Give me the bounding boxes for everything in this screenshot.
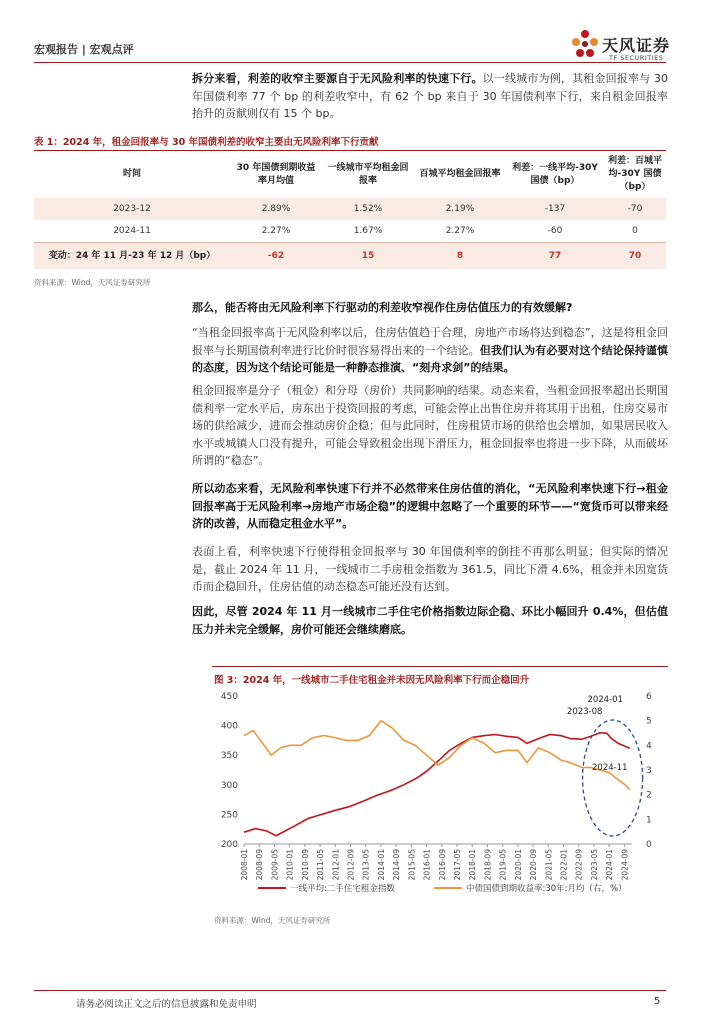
y-left-tick-label: 350 — [220, 751, 238, 762]
x-tick-label: 2018-09 — [483, 849, 493, 881]
table-cell: 2.89% — [230, 198, 322, 220]
x-tick-label: 2024-09 — [620, 849, 630, 881]
y-right-tick-label: 1 — [646, 815, 652, 826]
table-cell: 2024-11 — [113, 226, 151, 236]
legend-label-2: 中债国债到期收益率:30年:月均（右，%） — [466, 884, 627, 894]
table-row — [34, 220, 666, 243]
chart-annotation: 2024-01 — [587, 695, 623, 705]
col-header: 利差：百城平均-30Y 国债（bp） — [604, 151, 666, 199]
footer-rule — [34, 990, 666, 991]
x-tick-label: 2011-05 — [316, 849, 326, 881]
table-row — [34, 198, 666, 220]
page-number: 5 — [654, 996, 661, 1007]
paragraph-1 — [192, 70, 668, 123]
highlight-ellipse — [583, 720, 643, 836]
table-cell: 2.27% — [261, 226, 291, 236]
series-line-2 — [244, 721, 630, 790]
x-tick-label: 2009-05 — [270, 849, 280, 881]
x-tick-label: 2013-05 — [361, 849, 371, 881]
col-header: 30 年国债到期收益率月均值 — [230, 151, 322, 199]
table-cell: 70 — [604, 243, 666, 270]
paragraph-5-lead: 所以动态来看，无风险利率快速下行并不必然带来住房估值的消化，“无风险利率快速下行→租金回报率高于无风险利率→房地产市场企稳”的逻辑中忽略了一个重要的环节——“宽货币可以带来经济的改善，从而稳定租金水平”。 — [192, 482, 668, 530]
y-left-tick-label: 450 — [220, 692, 238, 702]
x-tick-label: 2022-01 — [559, 849, 569, 881]
y-right-tick-label: 0 — [646, 840, 652, 850]
paragraph-2-lead: 那么，能否将由无风险利率下行驱动的利差收窄视作住房估值压力的有效缓解? — [192, 301, 573, 314]
paragraph-7 — [192, 603, 668, 638]
paragraph-5 — [192, 480, 668, 533]
series-line-1 — [244, 733, 630, 836]
chart-annotation: 2023-08 — [566, 707, 603, 717]
y-right-tick-label: 5 — [646, 716, 652, 727]
table-cell: 2.27% — [445, 226, 475, 236]
x-tick-label: 2015-05 — [407, 849, 417, 881]
table-cell: 0 — [632, 226, 638, 236]
x-tick-label: 2014-01 — [376, 849, 386, 881]
table-source: 资料来源：Wind，天风证券研究所 — [34, 278, 151, 287]
col-header: 百城平均租金回报率 — [414, 151, 506, 199]
x-tick-label: 2012-01 — [331, 849, 341, 881]
x-tick-label: 2022-09 — [574, 849, 584, 881]
report-section-label: 宏观报告 | 宏观点评 — [34, 43, 134, 56]
y-left-tick-label: 300 — [220, 780, 238, 791]
table-cell: 15 — [322, 243, 414, 270]
paragraph-3 — [192, 324, 668, 377]
x-tick-label: 2016-01 — [422, 849, 432, 881]
logo-icon — [568, 28, 602, 62]
x-tick-label: 2008-01 — [240, 849, 249, 881]
x-tick-label: 2017-05 — [453, 849, 463, 881]
table-cell: -62 — [230, 243, 322, 270]
x-tick-label: 2010-09 — [300, 849, 310, 881]
x-tick-label: 2020-09 — [529, 849, 539, 881]
figure-source: 资料来源：Wind，天风证券研究所 — [214, 916, 331, 925]
x-tick-label: 2018-01 — [468, 849, 478, 881]
y-right-tick-label: 4 — [646, 741, 652, 752]
footer-disclaimer: 请务必阅读正文之后的信息披露和免责申明 — [76, 999, 257, 1010]
paragraph-1-lead: 拆分来看，利差的收窄主要源自于无风险利率的快速下行。 — [192, 72, 483, 85]
logo-subtitle: TF SECURITIES — [609, 54, 664, 62]
figure-caption: 图 3：2024 年，一线城市二手住宅租金并未因无风险利率下行而企稳回升 — [214, 675, 530, 686]
table-cell: 1.52% — [322, 198, 414, 220]
x-tick-label: 2016-09 — [437, 849, 447, 881]
x-tick-label: 2019-05 — [498, 849, 508, 881]
table-cell: 2023-12 — [34, 198, 230, 220]
y-left-tick-label: 200 — [220, 840, 238, 850]
table-row — [34, 243, 666, 270]
table-cell: -70 — [604, 198, 666, 220]
header-rule — [34, 62, 666, 63]
paragraph-3-body: “当租金回报率高于无风险利率以后，住房估值趋于合理，房地产市场将达到稳态”，这是将租金回报率与长期国债利率进行比价时很容易得出来的一个结论。 — [192, 326, 668, 357]
table-cell: 变动：24 年 11 月-23 年 12 月（bp） — [34, 243, 230, 270]
logo-name: 天风证券 — [602, 36, 671, 55]
y-right-tick-label: 6 — [646, 692, 652, 702]
col-header: 利差：一线平均-30Y 国债（bp） — [506, 151, 604, 199]
x-tick-label: 2012-09 — [346, 849, 356, 881]
y-left-tick-label: 400 — [220, 721, 238, 732]
col-header: 一线城市平均租金回报率 — [322, 151, 414, 199]
x-tick-label: 2020-01 — [513, 849, 523, 881]
x-tick-label: 2024-01 — [605, 849, 615, 881]
table-cell: -137 — [506, 198, 604, 220]
legend-label-1: 一线平均:二手住宅租金指数 — [290, 884, 395, 894]
x-tick-label: 2010-01 — [285, 849, 295, 881]
figure-top-rule — [212, 666, 668, 667]
paragraph-3-bold: 但我们认为有必要对这个结论保持谨慎的态度，因为这个结论可能是一种静态推演、“刻舟求剑”的结果。 — [192, 343, 669, 374]
table-cell: 8 — [414, 243, 506, 270]
table-caption: 表 1：2024 年，租金回报率与 30 年国债利差的收窄主要由无风险利率下行贡献 — [34, 137, 379, 148]
x-tick-label: 2023-05 — [589, 849, 599, 881]
table-cell: 2.19% — [414, 198, 506, 220]
paragraph-6: 表面上看，利率快速下行使得租金回报率与 30 年国债利率的倒挂不再那么明显；但实际的情况是，截止 2024 年 11 月，一线城市二手房租金指数为 361.5，同比下滑 4.6%，租金并未因宽货币而企稳回升，住房估值的动态稳态可能还没有达到。 — [192, 545, 668, 593]
table-cell: 77 — [506, 243, 604, 270]
chart-annotation: 2024-11 — [592, 763, 628, 773]
y-left-tick-label: 250 — [220, 810, 238, 821]
paragraph-7-lead: 因此，尽管 2024 年 11 月一线城市二手住宅价格指数边际企稳、环比小幅回升 0.4%，但估值压力并未完全缓解，房价可能还会继续磨底。 — [192, 605, 668, 636]
x-tick-label: 2021-05 — [544, 849, 554, 881]
y-right-tick-label: 3 — [646, 766, 652, 776]
x-tick-label: 2008-09 — [255, 849, 265, 881]
line-chart — [208, 686, 668, 914]
paragraph-4: 租金回报率是分子（租金）和分母（房价）共同影响的结果。动态来看，当租金回报率超出长期国债利率一定水平后，房东出于投资回报的考虑，可能会停止出售住房并将其用于出租，住房交易市场的供给减少，进而会推动房价企稳；但与此同时，住房租赁市场的供给也会增加，如果居民收入水平或城镇人口没有提升，可能会导致租金出现下滑压力，租金回报率也将进一步下降，从而破坏所谓的“稳态”。 — [192, 384, 668, 467]
paragraph-2 — [192, 299, 668, 317]
paragraph-1-body: 以一线城市为例，其租金回报率与 30 年国债利率 77 个 bp 的利差收窄中，有 62 个 bp 来自于 30 年国债利率下行，来自租金回报率抬升的贡献则仅有 15 个 bp。 — [192, 72, 668, 120]
table-cell: -60 — [547, 226, 563, 236]
col-header: 时间 — [34, 151, 230, 199]
x-tick-label: 2014-09 — [392, 849, 402, 881]
table-cell: 1.67% — [353, 226, 383, 236]
data-table — [34, 150, 666, 269]
y-right-tick-label: 2 — [646, 790, 652, 801]
